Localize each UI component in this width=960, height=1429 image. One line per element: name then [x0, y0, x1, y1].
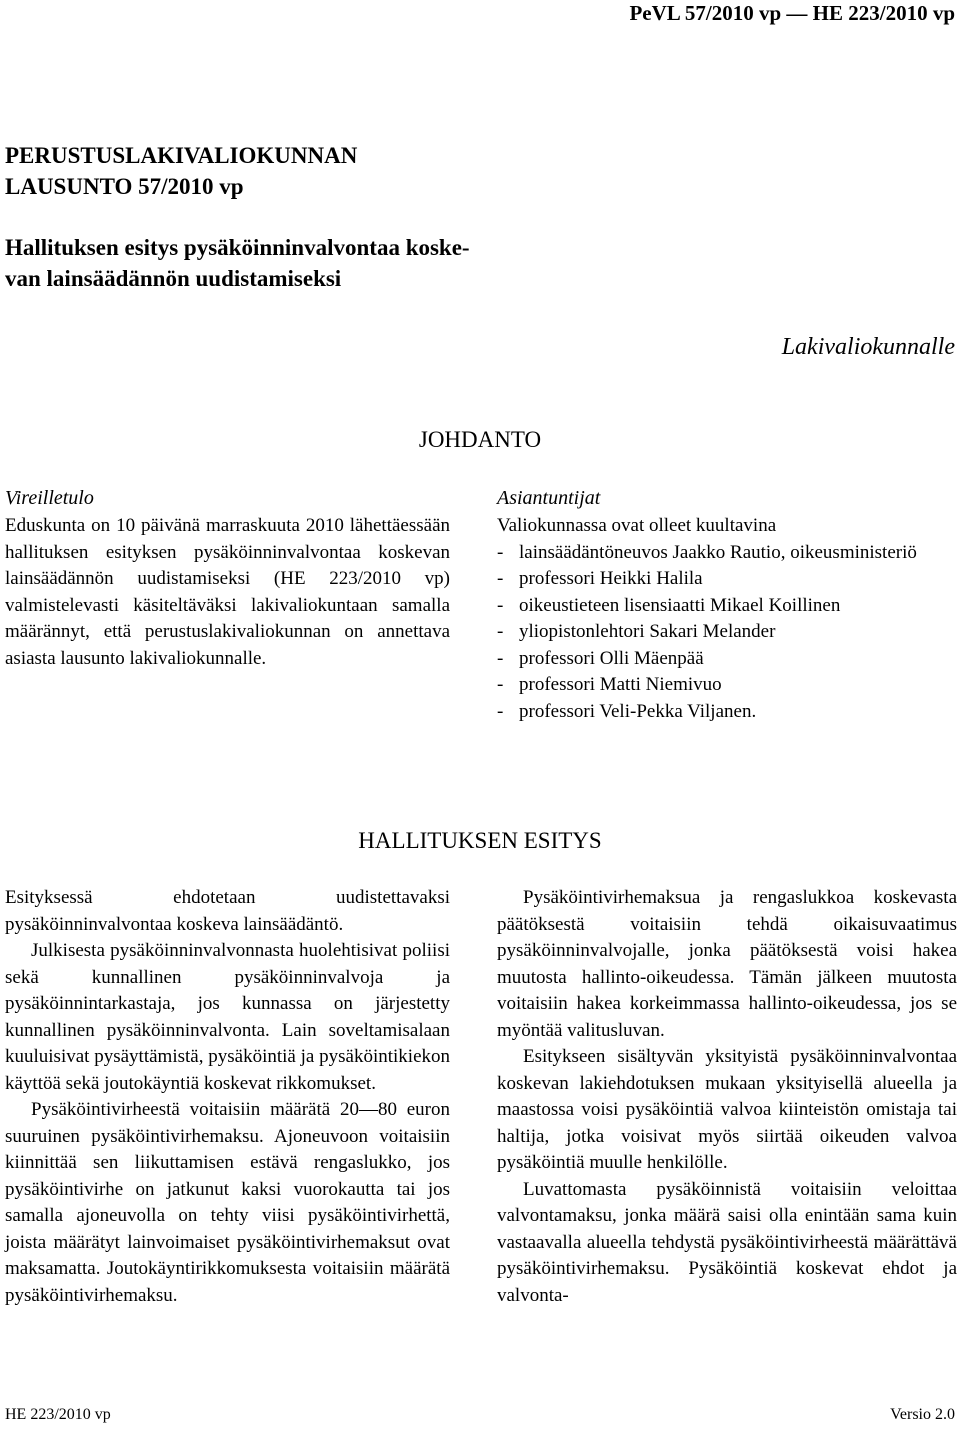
paragraph: Esityksessä ehdotetaan uudistettavaksi pysäköinninvalvontaa koskeva lainsäädäntö.: [5, 887, 450, 935]
footer-version: Versio 2.0: [890, 1406, 955, 1423]
section-heading-hallituksen-esitys: HALLITUKSEN ESITYS: [358, 828, 602, 853]
expert-list: [497, 540, 957, 726]
document-title: [5, 140, 475, 202]
list-item: - professori Heikki Halila: [497, 566, 957, 593]
vireilletulo-section: [5, 485, 450, 672]
asiantuntijat-section: [497, 485, 957, 725]
list-item: - professori Matti Niemivuo: [497, 672, 957, 699]
asiantuntijat-intro: Valiokunnassa ovat olleet kuultavina: [497, 515, 777, 536]
footer-document-id: HE 223/2010 vp: [5, 1406, 111, 1423]
expert-name: professori Veli-Pekka Viljanen.: [519, 700, 757, 722]
esitys-left-column: [5, 885, 450, 1309]
section-heading-johdanto: JOHDANTO: [418, 427, 542, 452]
list-item: - yliopistonlehtori Sakari Melander: [497, 619, 957, 646]
recipient: Lakivaliokunnalle: [781, 334, 955, 360]
asiantuntijat-heading: Asiantuntijat: [497, 487, 601, 509]
subtitle-line-1: Hallituksen esitys pysäköinninvalvontaa koske-: [5, 235, 470, 260]
paragraph: Pysäköintivirheestä voitaisiin määrätä 20—80 euron suuruinen pysäköintivirhemaksu. Ajoneuvoon voitaisiin kiinnittää sen liikuttamisen estävä rengaslukko, jos pysäköintivirhe on jatkunut kaksi vuorokautta tai jos samalla ajoneuvolla on tehty viisi pysäköintivirhettä, joista määrätyt lainvoimaiset pysäköintivirhemaksut ovat maksamatta. Joutokäyntirikkomuksesta voitaisiin määrätä pysäköintivirhemaksu.: [5, 1099, 450, 1306]
list-item: - professori Olli Mäenpää: [497, 646, 957, 673]
paragraph: Julkisesta pysäköinninvalvonnasta huolehtisivat poliisi sekä kunnallinen pysäköinninvalvoja ja pysäköinnintarkastaja, jos kunnassa on järjestetty kunnallinen pysäköinninvalvonta. Lain soveltamisalaan kuuluisivat pysäyttämistä, pysäköintiä ja pysäköintikiekon käyttöä sekä joutokäyntiä koskevat rikkomukset.: [5, 940, 450, 1094]
vireilletulo-text: Eduskunta on 10 päivänä marraskuuta 2010 lähettäessään hallituksen esityksen pysäköinninvalvontaa koskevan lainsäädännön uudistamiseksi (HE 223/2010 vp) valmistelevasti käsiteltäväksi lakivaliokuntaan samalla määrännyt, että perustuslakivaliokunnan on annettava asiasta lausunto lakivaliokunnalle.: [5, 515, 450, 669]
expert-name: lainsäädäntöneuvos Jaakko Rautio, oikeusministeriö: [519, 541, 917, 563]
list-item: - professori Veli-Pekka Viljanen.: [497, 699, 957, 726]
document-subtitle: [5, 232, 565, 294]
paragraph: Pysäköintivirhemaksua ja rengaslukkoa koskevasta päätöksestä voitaisiin tehdä oikaisuvaatimus pysäköinninvalvojalle, jonka päätöksestä voisi hakea muutosta hallinto-oikeudessa. Tämän jälkeen muutosta voitaisiin hakea korkeimmassa hallinto-oikeudessa, jos se myöntää valitusluvan.: [497, 887, 957, 1041]
paragraph: Esitykseen sisältyvän yksityistä pysäköinninvalvontaa koskevan lakiehdotuksen mukaan yksityisellä alueella ja maastossa voisi pysäköintiä valvoa kiinteistön omistaja tai haltija, jotka voisivat myös siirtää oikeuden valvoa pysäköintiä muulle henkilölle.: [497, 1046, 957, 1173]
expert-name: oikeustieteen lisensiaatti Mikael Koillinen: [519, 594, 841, 616]
title-line-1: PERUSTUSLAKIVALIOKUNNAN: [5, 143, 358, 168]
list-item: - oikeustieteen lisensiaatti Mikael Koillinen: [497, 593, 957, 620]
paragraph: Luvattomasta pysäköinnistä voitaisiin veloittaa valvontamaksu, jonka määrä saisi olla enintään sama kuin vastaavalla alueella tehdystä pysäköintivirheestä määrättävä pysäköintivirhemaksu. Pysäköintiä koskevat ehdot ja valvonta-: [497, 1178, 957, 1306]
expert-name: professori Matti Niemivuo: [519, 674, 722, 695]
running-header: PeVL 57/2010 vp — HE 223/2010 vp: [629, 1, 955, 25]
title-line-2: LAUSUNTO 57/2010 vp: [5, 174, 244, 199]
vireilletulo-heading: Vireilletulo: [5, 487, 94, 509]
expert-name: yliopistonlehtori Sakari Melander: [519, 621, 776, 642]
esitys-right-column: [497, 885, 957, 1309]
subtitle-line-2: van lainsäädännön uudistamiseksi: [5, 266, 342, 291]
expert-name: professori Olli Mäenpää: [519, 647, 704, 669]
expert-name: professori Heikki Halila: [519, 568, 703, 589]
list-item: - lainsäädäntöneuvos Jaakko Rautio, oikeusministeriö: [497, 540, 957, 567]
